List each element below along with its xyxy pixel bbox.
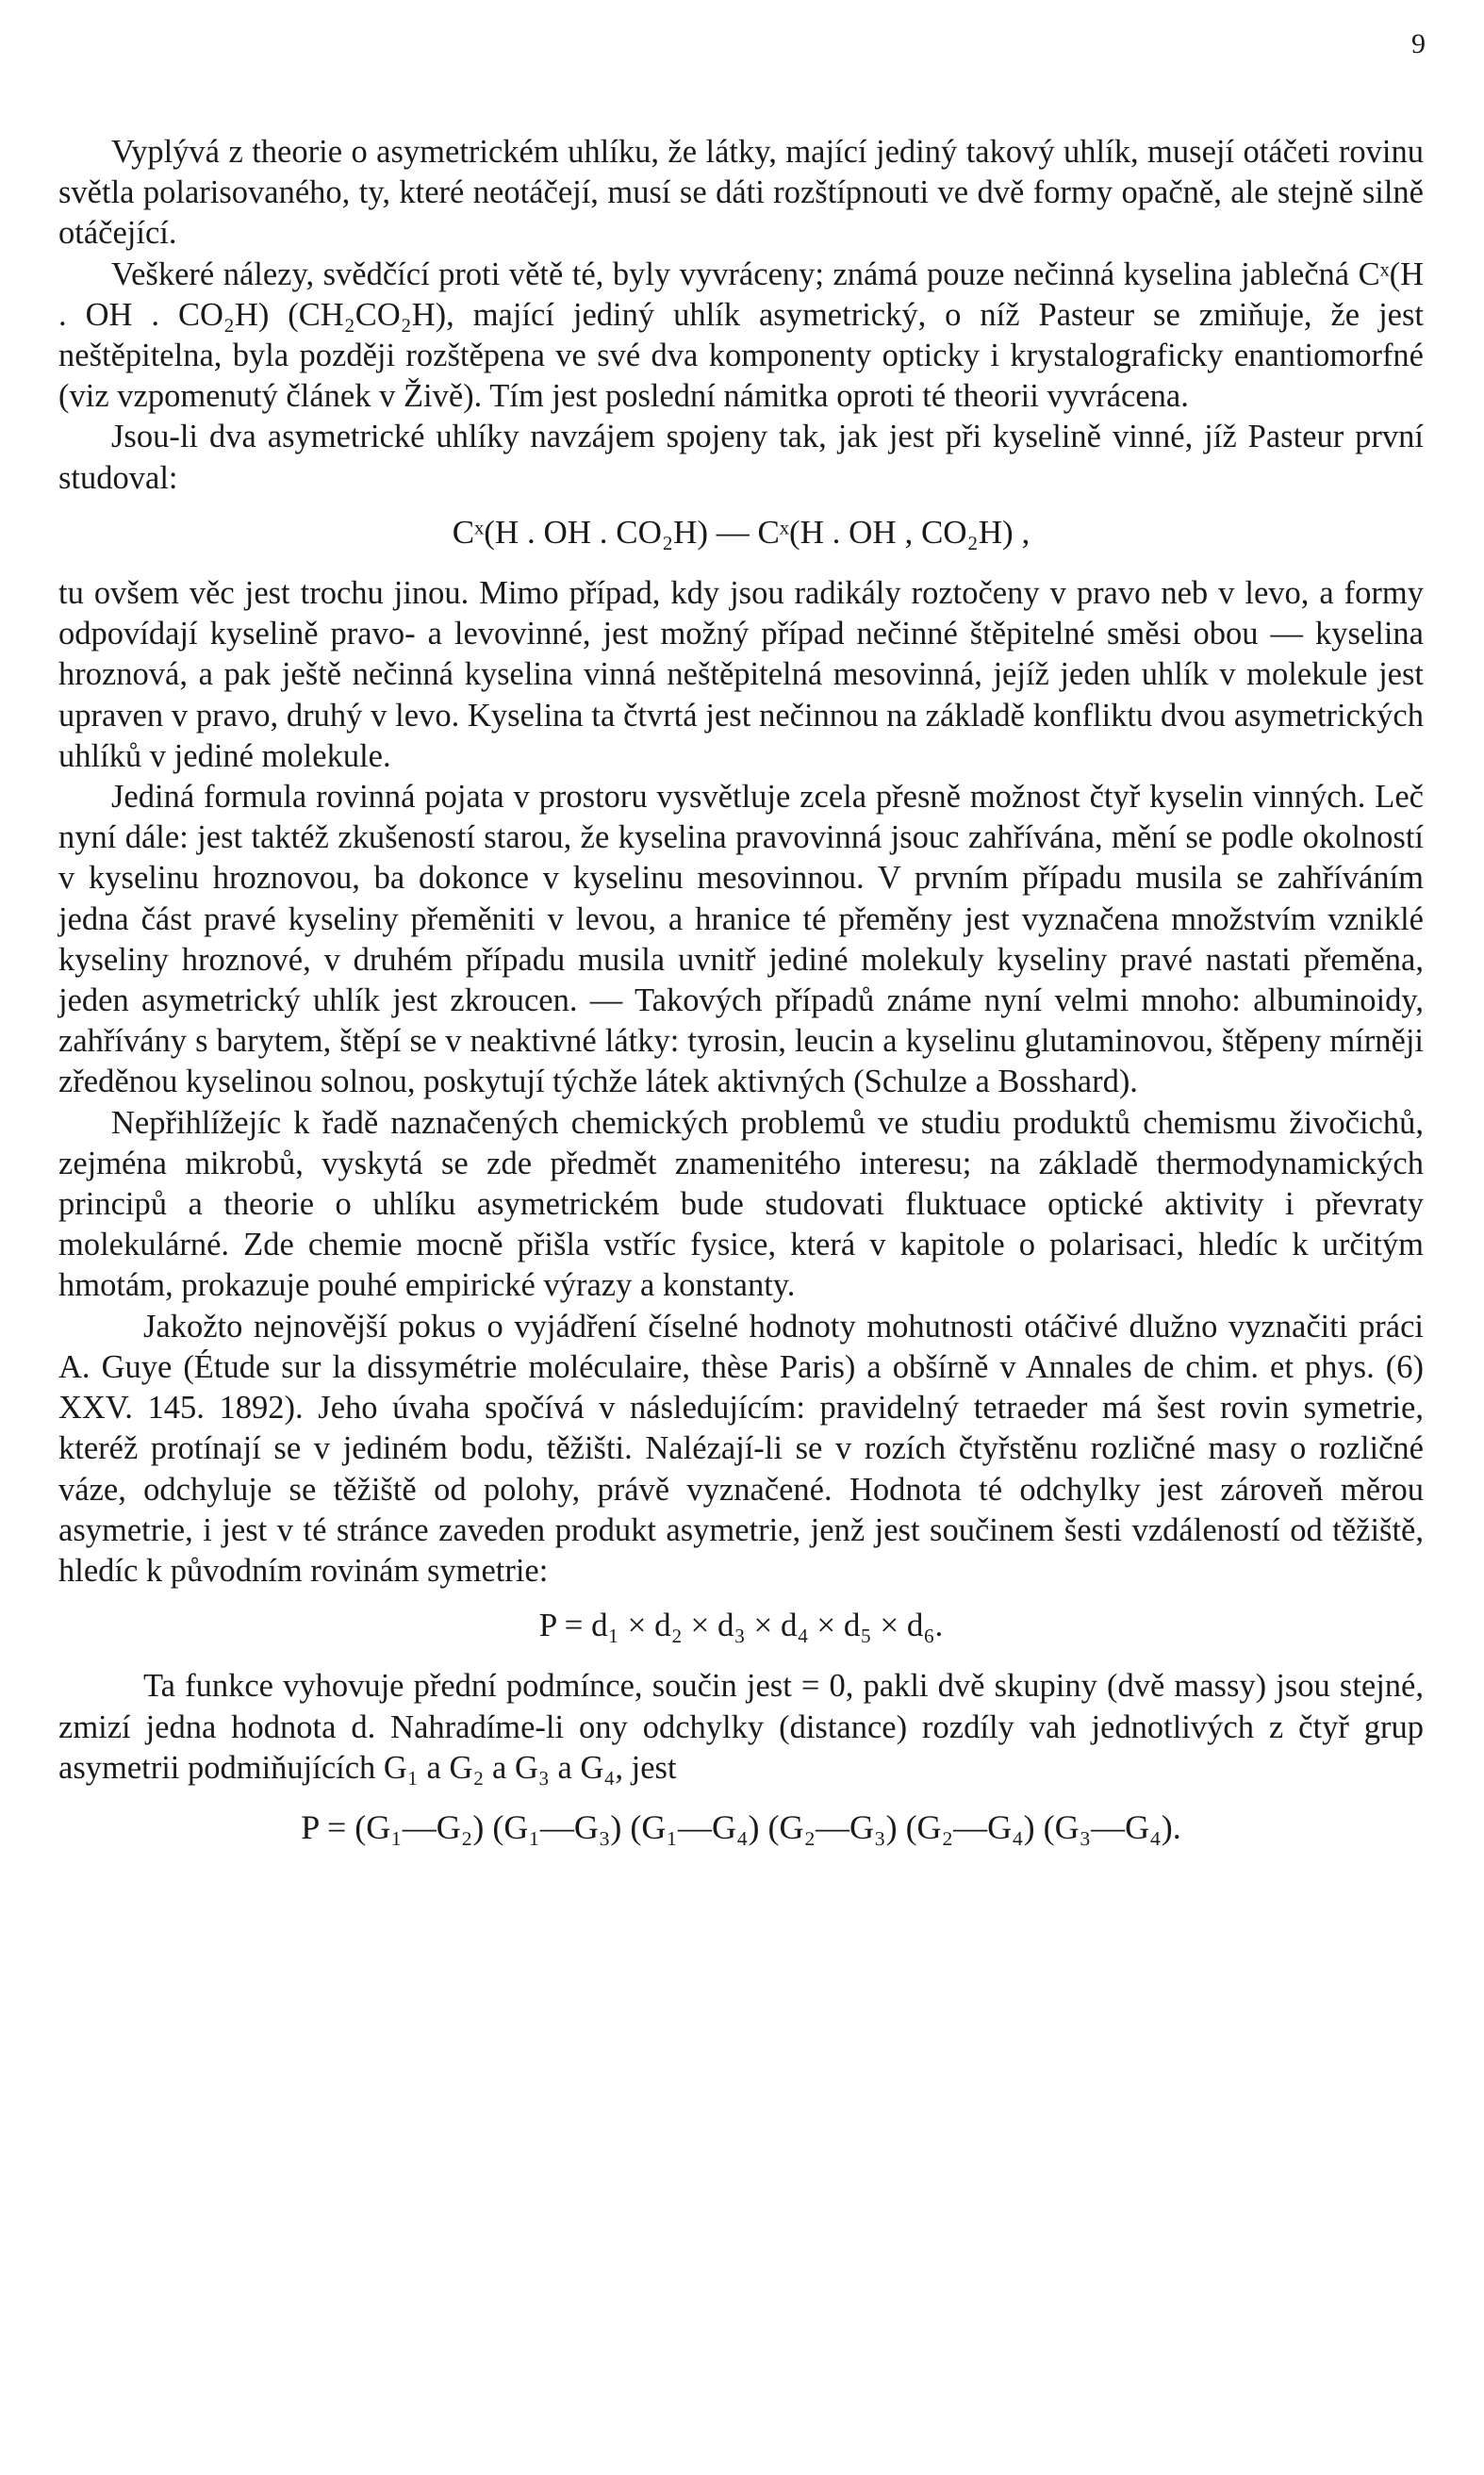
paragraph-5: Jediná formula rovinná pojata v prostoru vysvětluje zcela přesně možnost čtyř kyselin vinných. Leč nyní dále: jest taktéž zkušeností starou, že kyselina pravovinná jsouc zahřívána, mění se podle okolností v kyselinu hroznovou, ba dokonce v kyselinu mesovinnou. V prvním případu musila se zahříváním jedna část pravé kyseliny přeměniti v levou, a hranice té přeměny jest vyznačena množstvím vzniklé kyseliny hroznové, v druhém případu musila uvnitř jediné molekuly kyseliny pravé nastati přeměna, jeden asymetrický uhlík jest zkroucen. — Takových případů známe nyní velmi mnoho: albuminoidy, zahřívány s barytem, štěpí se v neaktivné látky: tyrosin, leucin a kyselinu glutaminovou, štěpeny mírněji zředěnou kyselinou solnou, poskytují týchže látek aktivných (Schulze a Bosshard).: [58, 779, 1424, 1100]
body-text: [58, 132, 1424, 1848]
page-number: 9: [1411, 28, 1426, 59]
paragraph-6: Nepřihlížejíc k řadě naznačených chemických problemů ve studiu produktů chemismu živočichů, zejména mikrobů, vyskytá se zde předmět znamenitého interesu; na základě thermodynamických principů a theorie o uhlíku asymetrickém bude studovati fluktuace optické aktivity i převraty molekulárné. Zde chemie mocně přišla vstříc fysice, která v kapitole o polarisaci, hledíc k určitým hmotám, prokazuje pouhé empirické výrazy a konstanty.: [58, 1104, 1424, 1304]
paragraph-4: tu ovšem věc jest trochu jinou. Mimo případ, kdy jsou radikály roztočeny v pravo neb v levo, a formy odpovídají kyselině pravo- a levovinné, jest možný případ nečinné štěpitelné směsi obou — kyselina hroznová, a pak ještě nečinná kyselina vinná neštěpitelná mesovinná, jejíž jeden uhlík v molekule jest upraven v pravo, druhý v levo. Kyselina ta čtvrtá jest nečinnou na základě konfliktu dvou asymetrických uhlíků v jediné molekule.: [58, 575, 1424, 774]
paragraph-2: Veškeré nálezy, svědčící proti větě té, byly vyvráceny; známá pouze nečinná kyselina jablečná Cˣ(H . OH . CO₂H) (CH₂CO₂H), mající jediný uhlík asymetrický, o níž Pasteur se zmiňuje, že jest neštěpitelna, byla později rozštěpena ve své dva komponenty opticky i krystalograficky enantiomorfné (viz vzpomenutý článek v Živě). Tím jest poslední námitka oproti té theorii vyvrácena.: [58, 256, 1424, 415]
paragraph-7: Jakožto nejnovější pokus o vyjádření číselné hodnoty mohutnosti otáčivé dlužno vyznačiti práci A. Guye (Étude sur la dissymétrie moléculaire, thèse Paris) a obšírně v Annales de chim. et phys. (6) XXV. 145. 1892). Jeho úvaha spočívá v následujícím: pravidelný tetraeder má šest rovin symetrie, kteréž protínají se v jediném bodu, těžišti. Nalézají-li se v rozích čtyřstěnu rozličné masy o rozličné váze, odchyluje se těžiště od polohy, právě vyznačené. Hodnota té odchylky jest zároveň měrou asymetrie, i jest v té stránce zaveden produkt asymetrie, jenž jest součinem šesti vzdáleností od těžiště, hledíc k původním rovinám symetrie:: [58, 1308, 1424, 1589]
formula-group-differences: P = (G₁—G₂) (G₁—G₃) (G₁—G₄) (G₂—G₃) (G₂—G₄) (G₃—G₄).: [301, 1807, 1181, 1846]
paragraph-1: Vyplývá z theorie o asymetrickém uhlíku, že látky, mající jediný takový uhlík, musejí otáčeti rovinu světla polarisovaného, ty, které neotáčejí, musí se dáti rozštípnouti ve dvě formy opačně, ale stejně silně otáčející.: [58, 134, 1424, 252]
paragraph-8: Ta funkce vyhovuje přední podmínce, součin jest = 0, pakli dvě skupiny (dvě massy) jsou stejné, zmizí jedna hodnota d. Nahradíme-li ony odchylky (distance) rozdíly vah jednotlivých z čtyř grup asymetrii podmiňujících G₁ a G₂ a G₃ a G₄, jest: [58, 1668, 1424, 1786]
formula-product-asymmetry: P = d₁ × d₂ × d₃ × d₄ × d₅ × d₆.: [538, 1607, 944, 1644]
paragraph-3: Jsou-li dva asymetrické uhlíky navzájem spojeny tak, jak jest při kyselině vinné, jíž Pasteur první studoval:: [58, 419, 1424, 496]
formula-tartaric-acid: Cˣ(H . OH . CO₂H) — Cˣ(H . OH , CO₂H) ,: [452, 513, 1031, 551]
